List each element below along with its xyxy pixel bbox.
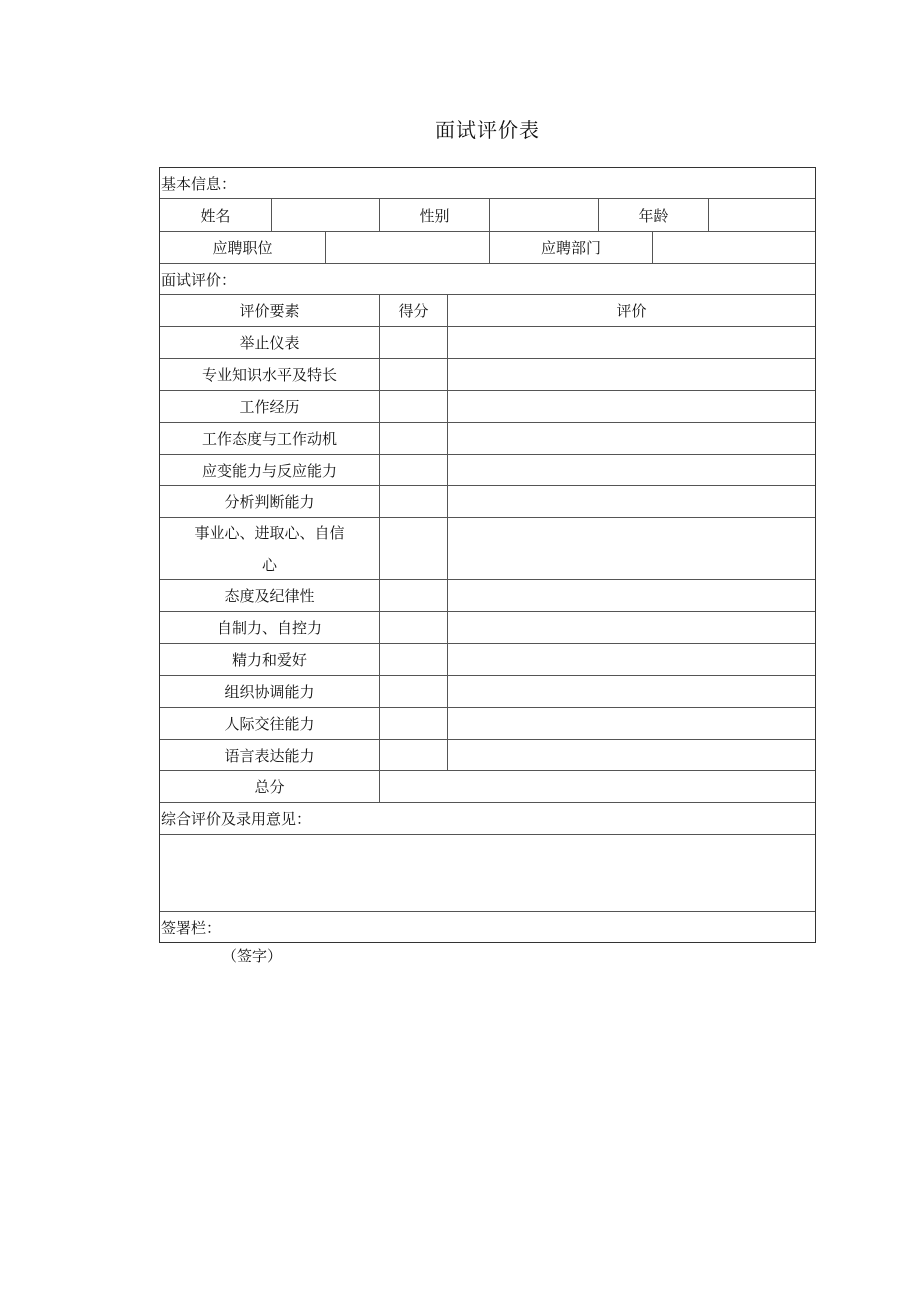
table-row	[160, 644, 815, 676]
criteria-label: 精力和爱好	[231, 651, 307, 669]
criteria-label: 语言表达能力	[224, 746, 315, 765]
comment-field[interactable]	[447, 676, 815, 707]
criteria-label: 工作经历	[239, 398, 300, 416]
comment-field[interactable]	[447, 740, 815, 770]
position-department-row	[160, 232, 815, 264]
evaluation-header-row	[160, 295, 815, 327]
comment-field[interactable]	[447, 518, 815, 579]
gender-field[interactable]	[489, 199, 598, 231]
table-row	[160, 612, 815, 644]
score-field[interactable]	[379, 708, 447, 739]
criteria-label: 工作态度与工作动机	[201, 430, 337, 448]
total-row	[160, 771, 815, 803]
comment-field[interactable]	[447, 327, 815, 358]
criteria-label	[160, 518, 379, 579]
signature-row	[160, 912, 815, 942]
overall-value-row	[160, 835, 815, 912]
comment-field[interactable]	[447, 423, 815, 454]
name-gender-age-row	[160, 199, 815, 232]
name-label: 姓名	[200, 206, 231, 225]
score-field[interactable]	[379, 327, 447, 358]
table-row	[160, 518, 815, 580]
comment-field[interactable]	[447, 708, 815, 739]
score-field[interactable]	[379, 644, 447, 675]
score-field[interactable]	[379, 455, 447, 485]
table-row	[160, 676, 815, 708]
score-field[interactable]	[379, 740, 447, 770]
comment-field[interactable]	[447, 612, 815, 643]
department-label: 应聘部门	[489, 232, 652, 263]
criteria-label: 专业知识水平及特长	[201, 366, 337, 384]
score-field[interactable]	[379, 391, 447, 422]
comment-field[interactable]	[447, 359, 815, 390]
signature-label: 签署栏：	[161, 918, 222, 937]
score-field[interactable]	[379, 518, 447, 579]
header-comment: 评价	[447, 295, 815, 326]
score-field[interactable]	[379, 359, 447, 390]
criteria-label-text: 事业心、进取心、自信心	[194, 523, 345, 574]
score-field[interactable]	[379, 612, 447, 643]
table-row	[160, 359, 815, 391]
comment-field[interactable]	[447, 644, 815, 675]
table-row	[160, 391, 815, 423]
signature-note: （签字）	[222, 947, 283, 965]
overall-label: 综合评价及录用意见：	[161, 810, 312, 828]
comment-field[interactable]	[447, 455, 815, 485]
table-row	[160, 423, 815, 455]
table-row	[160, 486, 815, 518]
age-label: 年龄	[598, 199, 708, 231]
score-field[interactable]	[379, 676, 447, 707]
score-field[interactable]	[379, 423, 447, 454]
total-label: 总分	[254, 778, 285, 796]
comment-field[interactable]	[447, 580, 815, 611]
criteria-label: 人际交往能力	[224, 715, 315, 733]
criteria-label: 举止仪表	[239, 334, 300, 352]
table-row	[160, 327, 815, 359]
gender-label: 性别	[379, 199, 489, 231]
criteria-label: 自制力、自控力	[216, 619, 322, 637]
overall-label-row	[160, 803, 815, 835]
table-row	[160, 740, 815, 771]
evaluation-section-row	[160, 264, 815, 295]
comment-field[interactable]	[447, 486, 815, 517]
criteria-label: 组织协调能力	[224, 683, 315, 701]
header-score: 得分	[379, 295, 447, 326]
total-field[interactable]	[379, 771, 815, 802]
basic-info-label: 基本信息：	[161, 174, 237, 193]
evaluation-section-label: 面试评价：	[161, 270, 237, 289]
criteria-label: 应变能力与反应能力	[201, 461, 337, 480]
criteria-label: 分析判断能力	[224, 493, 315, 511]
table-row	[160, 708, 815, 740]
table-row	[160, 455, 815, 486]
score-field[interactable]	[379, 580, 447, 611]
comment-field[interactable]	[447, 391, 815, 422]
header-criteria: 评价要素	[239, 302, 300, 320]
score-field[interactable]	[379, 486, 447, 517]
overall-field[interactable]	[160, 835, 815, 911]
department-field[interactable]	[652, 232, 815, 263]
name-field[interactable]	[271, 199, 379, 231]
position-field[interactable]	[325, 232, 489, 263]
basic-info-row	[160, 168, 815, 199]
age-field[interactable]	[708, 199, 815, 231]
interview-form	[159, 167, 816, 943]
criteria-label: 态度及纪律性	[224, 587, 315, 605]
page-title: 面试评价表	[435, 118, 540, 142]
position-label: 应聘职位	[212, 239, 273, 257]
table-row	[160, 580, 815, 612]
